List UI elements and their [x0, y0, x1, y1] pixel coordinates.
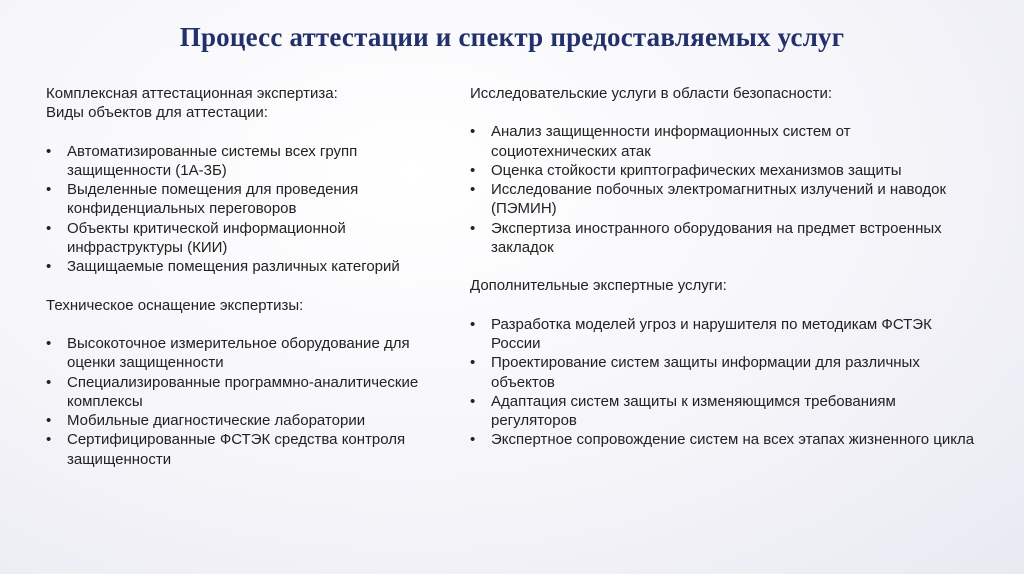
heading-line-2: Виды объектов для аттестации:	[46, 104, 268, 122]
list-item	[46, 334, 426, 373]
bullet-icon: •	[46, 258, 52, 276]
list-item-text: Анализ защищенности информационных систем от социотехнических атак	[491, 123, 851, 160]
list-item	[46, 257, 426, 276]
research-services-heading: Исследовательские услуги в области безопасности:	[470, 85, 833, 102]
list-item-text: Мобильные диагностические лаборатории	[67, 412, 366, 430]
list-item	[46, 373, 426, 412]
list-item	[46, 411, 426, 430]
bullet-icon: •	[470, 431, 476, 449]
technical-equipment-list	[46, 334, 426, 469]
bullet-icon: •	[470, 392, 476, 410]
list-item	[470, 392, 980, 431]
list-item-text: Специализированные программно-аналитические комплексы	[67, 373, 419, 410]
list-item	[46, 180, 426, 219]
list-item-text: Исследование побочных электромагнитных излучений и наводок (ПЭМИН)	[491, 181, 947, 218]
bullet-icon: •	[470, 354, 476, 372]
list-item-text: Проектирование систем защиты информации для различных объектов	[491, 354, 920, 391]
list-item-text: Экспертиза иностранного оборудования на предмет встроенных закладок	[491, 219, 942, 257]
research-services-list	[470, 122, 980, 257]
list-item	[470, 122, 980, 161]
additional-services-list	[470, 315, 980, 450]
list-item-text: Автоматизированные системы всех групп защищенности (1А-3Б)	[67, 142, 358, 179]
bullet-icon: •	[46, 412, 52, 430]
bullet-icon: •	[46, 334, 52, 352]
bullet-icon: •	[46, 431, 52, 449]
list-item-text: Разработка моделей угроз и нарушителя по методикам ФСТЭК России	[491, 315, 932, 352]
list-item	[470, 315, 980, 354]
bullet-icon: •	[46, 181, 52, 199]
bullet-icon: •	[46, 142, 52, 160]
list-item-text: Выделенные помещения для проведения конфиденциальных переговоров	[67, 181, 359, 218]
technical-equipment-heading: Техническое оснащение экспертизы:	[46, 296, 304, 314]
list-item-text: Защищаемые помещения различных категорий	[67, 258, 400, 276]
list-item-text: Адаптация систем защиты к изменяющимся требованиям регуляторов	[491, 392, 896, 430]
bullet-icon: •	[470, 161, 476, 179]
bullet-icon: •	[470, 123, 476, 141]
left-column	[46, 84, 426, 469]
list-item-text: Экспертное сопровождение систем на всех этапах жизненного цикла	[491, 431, 975, 449]
list-item	[470, 180, 980, 219]
bullet-icon: •	[470, 181, 476, 199]
bullet-icon: •	[46, 219, 52, 237]
list-item	[46, 142, 426, 181]
list-item	[470, 430, 980, 449]
bullet-icon: •	[470, 315, 476, 333]
right-column	[470, 84, 980, 450]
list-item-text: Высокоточное измерительное оборудование для оценки защищенности	[67, 334, 410, 372]
attestation-objects-list	[46, 142, 426, 277]
list-item	[470, 161, 980, 180]
list-item-text: Объекты критической информационной инфраструктуры (КИИ)	[67, 219, 346, 257]
list-item	[470, 353, 980, 392]
list-item	[46, 430, 426, 469]
bullet-icon: •	[46, 373, 52, 391]
list-item-text: Оценка стойкости криптографических механизмов защиты	[491, 161, 902, 179]
additional-services-heading: Дополнительные экспертные услуги:	[470, 277, 727, 295]
list-item-text: Сертифицированные ФСТЭК средства контроля защищенности	[67, 431, 406, 468]
attestation-expertise-heading	[46, 84, 426, 123]
heading-line-1: Комплексная аттестационная экспертиза:	[46, 85, 338, 102]
slide-title: Процесс аттестации и спектр предоставляемых услуг	[179, 22, 845, 52]
list-item	[470, 219, 980, 258]
list-item	[46, 219, 426, 258]
bullet-icon: •	[470, 219, 476, 237]
